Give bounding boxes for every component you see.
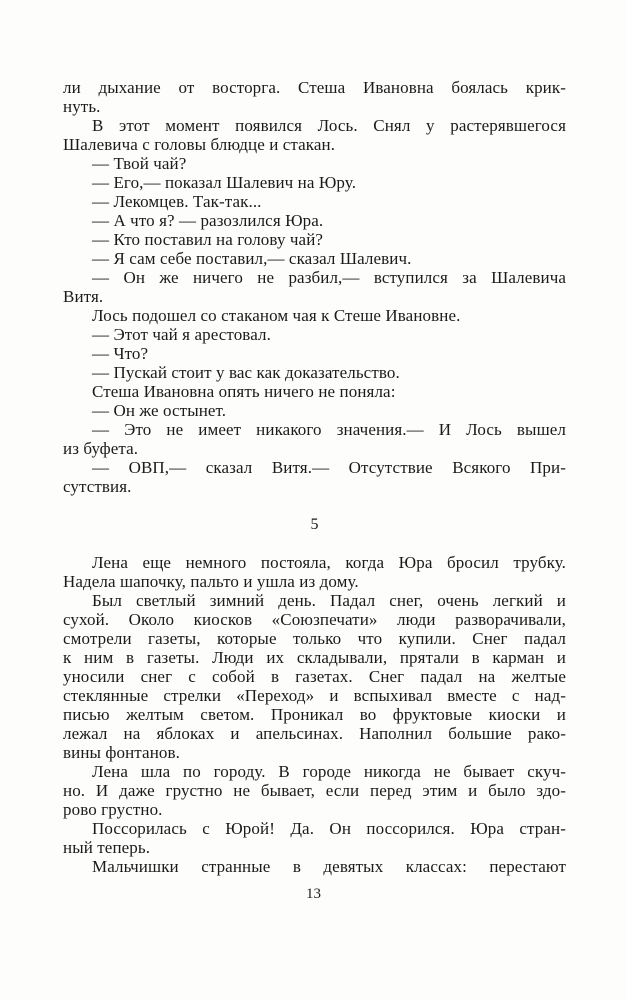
text-line: — ОВП,— сказал Витя.— Отсутствие Всякого При- — [92, 458, 566, 477]
text-line: нуть. — [63, 97, 101, 116]
text-line: писью желтым светом. Проникал во фруктовые киоски и — [63, 705, 566, 724]
chapter-number: 5 — [310, 516, 319, 533]
text-line: сухой. Около киосков «Союзпечати» люди разворачивали, — [63, 610, 566, 629]
text-line: В этот момент появился Лось. Снял у растерявшегося — [92, 116, 566, 135]
text-line: Шалевича с головы блюдце и стакан. — [63, 135, 336, 154]
text-line: Лось подошел со стаканом чая к Стеше Ивановне. — [92, 306, 461, 325]
text-line: — Я сам себе поставил,— сказал Шалевич. — [92, 249, 412, 268]
text-line: уносили снег с собой в газетах. Снег падал на желтые — [63, 667, 566, 686]
text-line: Стеша Ивановна опять ничего не поняла: — [92, 382, 396, 401]
text-line: — Кто поставил на голову чай? — [92, 230, 324, 249]
text-line: Надела шапочку, пальто и ушла из дому. — [63, 572, 359, 591]
text-line: Лена шла по городу. В городе никогда не бывает скуч- — [92, 762, 566, 781]
page-number: 13 — [306, 886, 321, 902]
text-line: вины фонтанов. — [63, 743, 180, 762]
text-line: — Пускай стоит у вас как доказательство. — [92, 363, 400, 382]
text-line: — Что? — [92, 344, 149, 363]
text-line: стеклянные стрелки «Переход» и вспыхивал вместе с над- — [63, 686, 566, 705]
text-line: ли дыхание от восторга. Стеша Ивановна боялась крик- — [63, 78, 566, 97]
text-section-2 — [63, 553, 566, 876]
text-line: к ним в газеты. Люди их складывали, прятали в карман и — [63, 648, 566, 667]
text-line: — Лекомцев. Так-так... — [92, 192, 262, 211]
text-line: сутствия. — [63, 477, 132, 496]
text-block — [63, 78, 566, 876]
text-line: — Твой чай? — [92, 154, 187, 173]
text-section-1 — [63, 78, 566, 496]
text-line: из буфета. — [63, 439, 139, 458]
text-line: — Он же ничего не разбил,— вступился за Шалевича — [92, 268, 566, 287]
text-line: Был светлый зимний день. Падал снег, очень легкий и — [92, 591, 566, 610]
text-line: ный теперь. — [63, 838, 151, 857]
text-line: — Этот чай я арестовал. — [92, 325, 271, 344]
text-line: — Его,— показал Шалевич на Юру. — [92, 173, 357, 192]
text-line: но. И даже грустно не бывает, если перед этим и было здо- — [63, 781, 566, 800]
text-line: Витя. — [63, 287, 104, 306]
text-line: рово грустно. — [63, 800, 163, 819]
text-line: лежал на яблоках и апельсинах. Наполнил большие рако- — [63, 724, 566, 743]
text-line: смотрели газеты, которые только что купили. Снег падал — [63, 629, 566, 648]
text-line: — Это не имеет никакого значения.— И Лось вышел — [92, 420, 566, 439]
text-line: Поссорилась с Юрой! Да. Он поссорился. Юра стран- — [92, 819, 566, 838]
text-line: — Он же остынет. — [92, 401, 227, 420]
text-line: Мальчишки странные в девятых классах: перестают — [92, 857, 566, 876]
text-line: Лена еще немного постояла, когда Юра бросил трубку. — [92, 553, 566, 572]
text-line: — А что я? — разозлился Юра. — [92, 211, 324, 230]
